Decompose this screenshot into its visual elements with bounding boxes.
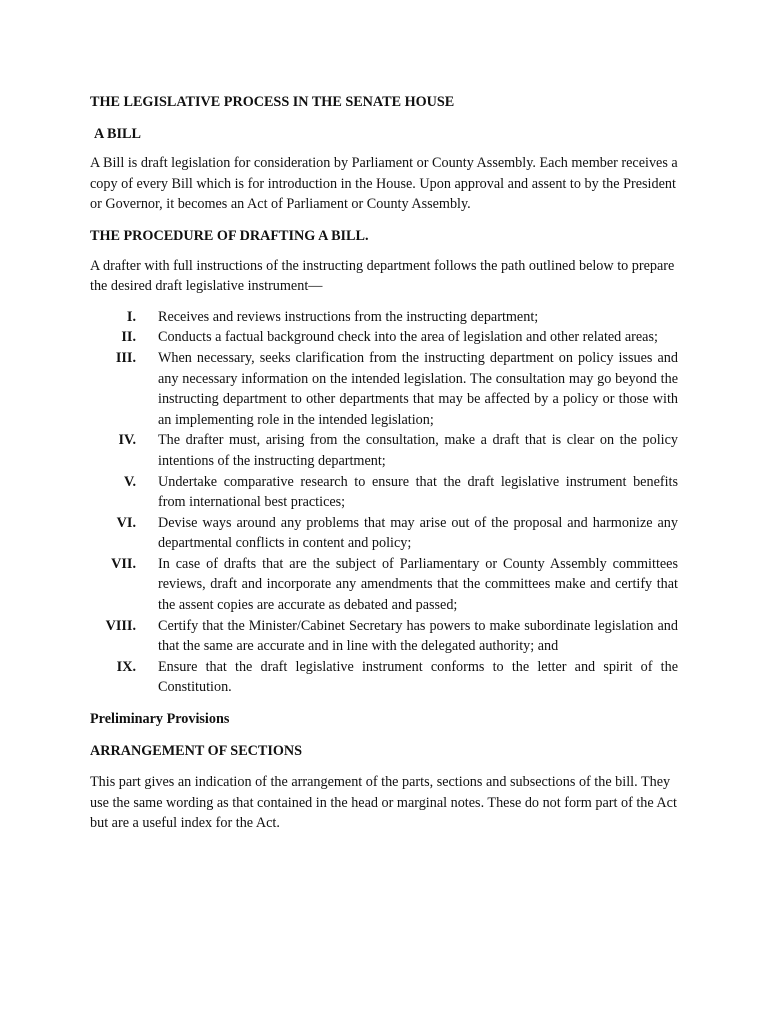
step-text: Conducts a factual background check into the area of legislation and other related areas; (158, 329, 658, 346)
procedure-heading: THE PROCEDURE OF DRAFTING A BILL. (90, 227, 369, 244)
step-number: VII. (111, 555, 136, 572)
step-number: III. (115, 349, 136, 366)
list-item (90, 472, 678, 513)
step-number: VIII. (105, 617, 136, 634)
step-number: VI. (116, 514, 136, 531)
document-title: THE LEGISLATIVE PROCESS IN THE SENATE HOUSE (90, 94, 455, 110)
step-text: Certify that the Minister/Cabinet Secretary has powers to make subordinate legislation and that the same are accurate and in line with the delegated authority; and (158, 617, 678, 655)
arrangement-paragraph: This part gives an indication of the arrangement of the parts, sections and subsections of the bill. They use the same wording as that contained in the head or marginal notes. These do not form part of the Act but are a useful index for the Act. (90, 774, 677, 832)
step-number: IX. (116, 658, 136, 675)
arrangement-heading: ARRANGEMENT OF SECTIONS (90, 742, 303, 759)
step-text: Ensure that the draft legislative instrument conforms to the letter and spirit of the Constitution. (158, 658, 678, 696)
list-item (90, 327, 678, 348)
step-number: II. (121, 329, 136, 346)
list-item (90, 657, 678, 698)
document-page (90, 92, 678, 834)
procedure-intro: A drafter with full instructions of the instructing department follows the path outlined below to prepare the desired draft legislative instrument— (90, 257, 675, 295)
step-number: V. (124, 473, 136, 490)
list-item (90, 430, 678, 471)
list-item (90, 554, 678, 616)
step-number: I. (126, 308, 136, 325)
list-item (90, 616, 678, 657)
drafting-steps-list (90, 307, 678, 698)
step-text: Undertake comparative research to ensure that the draft legislative instrument benefits from international best practices; (158, 473, 678, 511)
step-text: Devise ways around any problems that may arise out of the proposal and harmonize any departmental conflicts in content and policy; (158, 514, 678, 552)
preliminary-provisions-heading: Preliminary Provisions (90, 711, 230, 728)
list-item (90, 513, 678, 554)
list-item (90, 348, 678, 430)
list-item (90, 307, 678, 328)
step-text: In case of drafts that are the subject of Parliamentary or County Assembly committees reviews, draft and incorporate any amendments that the committees make and certify that the assent copies are accurate as debated and passed; (158, 555, 678, 614)
bill-heading: A BILL (94, 125, 141, 142)
step-number: IV. (118, 432, 136, 449)
step-text: The drafter must, arising from the consultation, make a draft that is clear on the policy intentions of the instructing department; (158, 432, 678, 469)
bill-paragraph: A Bill is draft legislation for consideration by Parliament or County Assembly. Each member receives a copy of every Bill which is for introduction in the House. Upon approval and assent to by the President or Governor, it becomes an Act of Parliament or County Assembly. (90, 155, 678, 213)
step-text: Receives and reviews instructions from the instructing department; (158, 308, 539, 325)
step-text: When necessary, seeks clarification from the instructing department on policy issues and any necessary information on the intended legislation. The consultation may go beyond the instructing department to other departments that may be affected by a policy or those with an implementing role in the intended legislation; (158, 349, 678, 428)
